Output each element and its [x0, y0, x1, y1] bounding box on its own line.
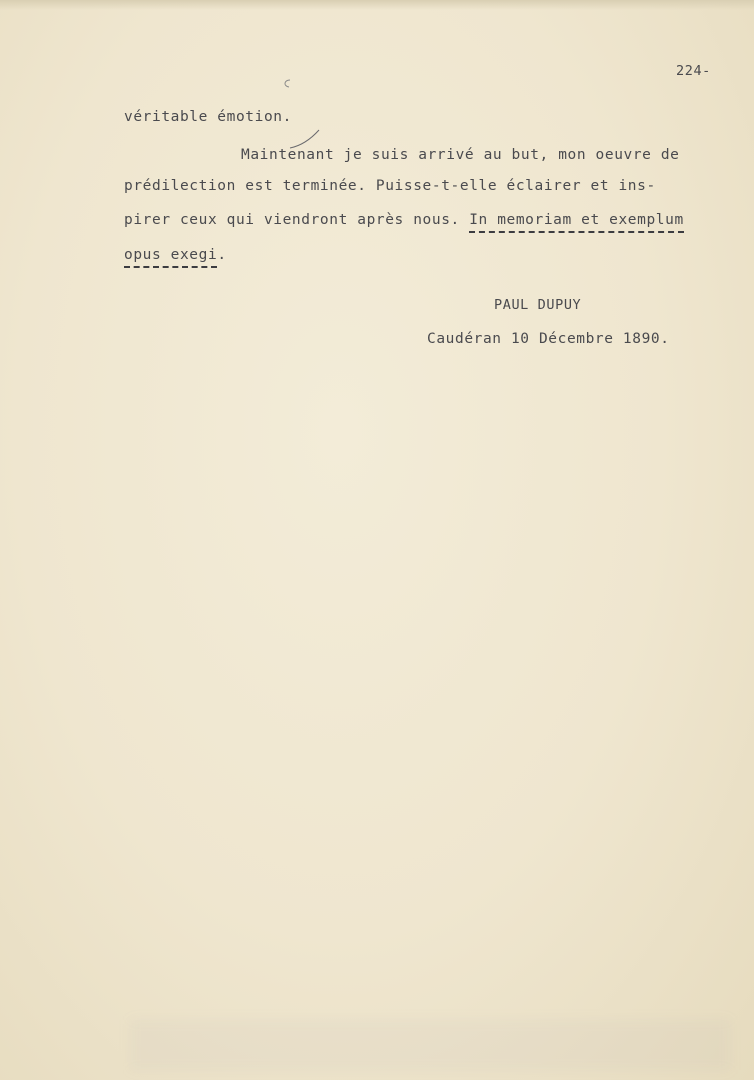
text-line-3: prédilection est terminée. Puisse-t-elle éclairer et ins-: [124, 178, 656, 194]
text-line-4-plain: pirer ceux qui viendront après nous.: [124, 212, 470, 228]
place-date-line: Caudéran 10 Décembre 1890.: [427, 331, 670, 347]
author-signature: PAUL DUPUY: [494, 297, 582, 313]
pencil-mark-icon: [280, 78, 294, 90]
text-line-5: [124, 246, 227, 264]
text-line-4: [124, 211, 684, 229]
latin-phrase-underlined-2: opus exegi: [124, 247, 217, 268]
paper-top-edge: [0, 0, 754, 10]
text-line-2: Maintenant je suis arrivé au but, mon oeuvre de: [241, 147, 680, 163]
ink-bleed-through: [130, 1020, 730, 1070]
page-number: 224-: [676, 63, 711, 79]
latin-phrase-underlined: In memoriam et exemplum: [469, 212, 684, 233]
text-line-5-end: .: [217, 247, 227, 263]
text-line-1: véritable émotion.: [124, 109, 292, 125]
